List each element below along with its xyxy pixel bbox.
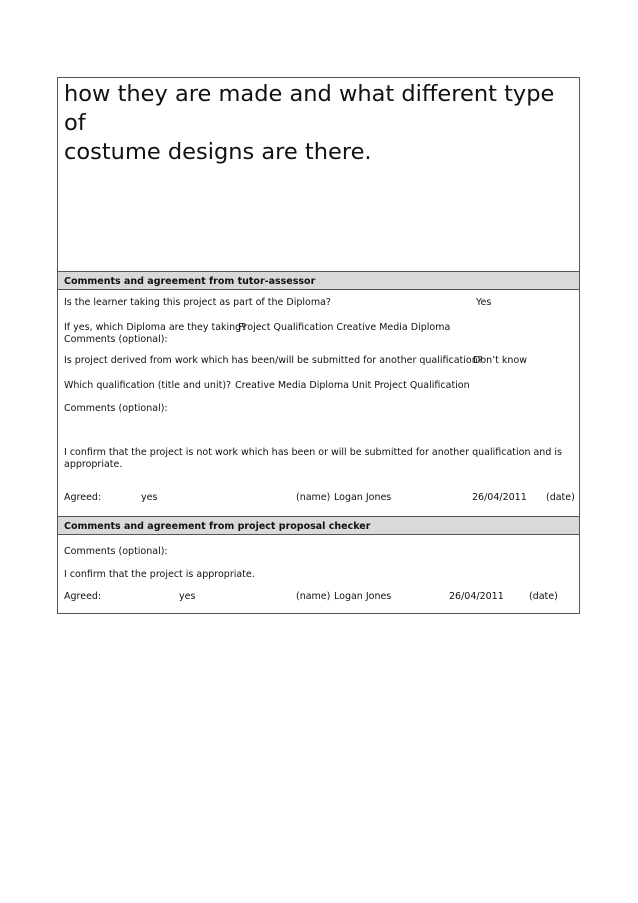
checker-section — [58, 535, 579, 613]
qualification-question: Which qualification (title and unit)? — [64, 380, 232, 391]
derived-answer: Don’t know — [473, 355, 528, 366]
name-value: Logan Jones — [334, 492, 392, 503]
checker-agreed-label: Agreed: — [64, 591, 102, 602]
qualification-answer: Creative Media Diploma Unit Project Qualification — [235, 380, 470, 391]
proposal-form — [57, 77, 580, 614]
tutor-section-header: Comments and agreement from tutor-assessor — [58, 271, 579, 290]
checker-agreed-value: yes — [179, 591, 196, 602]
confirm-line-1: I confirm that the project is not work which has been or will be submitted for another qualification and is — [64, 447, 562, 458]
checker-date-value: 26/04/2011 — [449, 591, 504, 602]
derived-question: Is project derived from work which has been/will be submitted for another qualification? — [64, 355, 483, 366]
checker-confirm: I confirm that the project is appropriate. — [64, 569, 255, 580]
diploma-question: Is the learner taking this project as part of the Diploma? — [64, 297, 331, 308]
checker-name-label: (name) — [296, 591, 331, 602]
checker-date-label: (date) — [529, 591, 558, 602]
which-diploma-answer: Project Qualification Creative Media Diploma — [238, 322, 451, 333]
diploma-answer: Yes — [476, 297, 492, 308]
confirm-line-2: appropriate. — [64, 459, 123, 470]
tutor-section — [58, 290, 579, 516]
project-description — [58, 78, 579, 271]
name-label: (name) — [296, 492, 331, 503]
checker-comments-label: Comments (optional): — [64, 546, 168, 557]
date-value: 26/04/2011 — [472, 492, 527, 503]
which-diploma-question: If yes, which Diploma are they taking? — [64, 322, 247, 333]
checker-section-header: Comments and agreement from project proposal checker — [58, 516, 579, 535]
agreed-value: yes — [141, 492, 158, 503]
agreed-label: Agreed: — [64, 492, 102, 503]
description-line-2: costume designs are there. — [64, 139, 372, 165]
description-line-1: how they are made and what different type of — [64, 81, 555, 136]
comments-label-2: Comments (optional): — [64, 403, 168, 414]
comments-label-1: Comments (optional): — [64, 334, 168, 345]
date-label: (date) — [546, 492, 575, 503]
checker-name-value: Logan Jones — [334, 591, 392, 602]
